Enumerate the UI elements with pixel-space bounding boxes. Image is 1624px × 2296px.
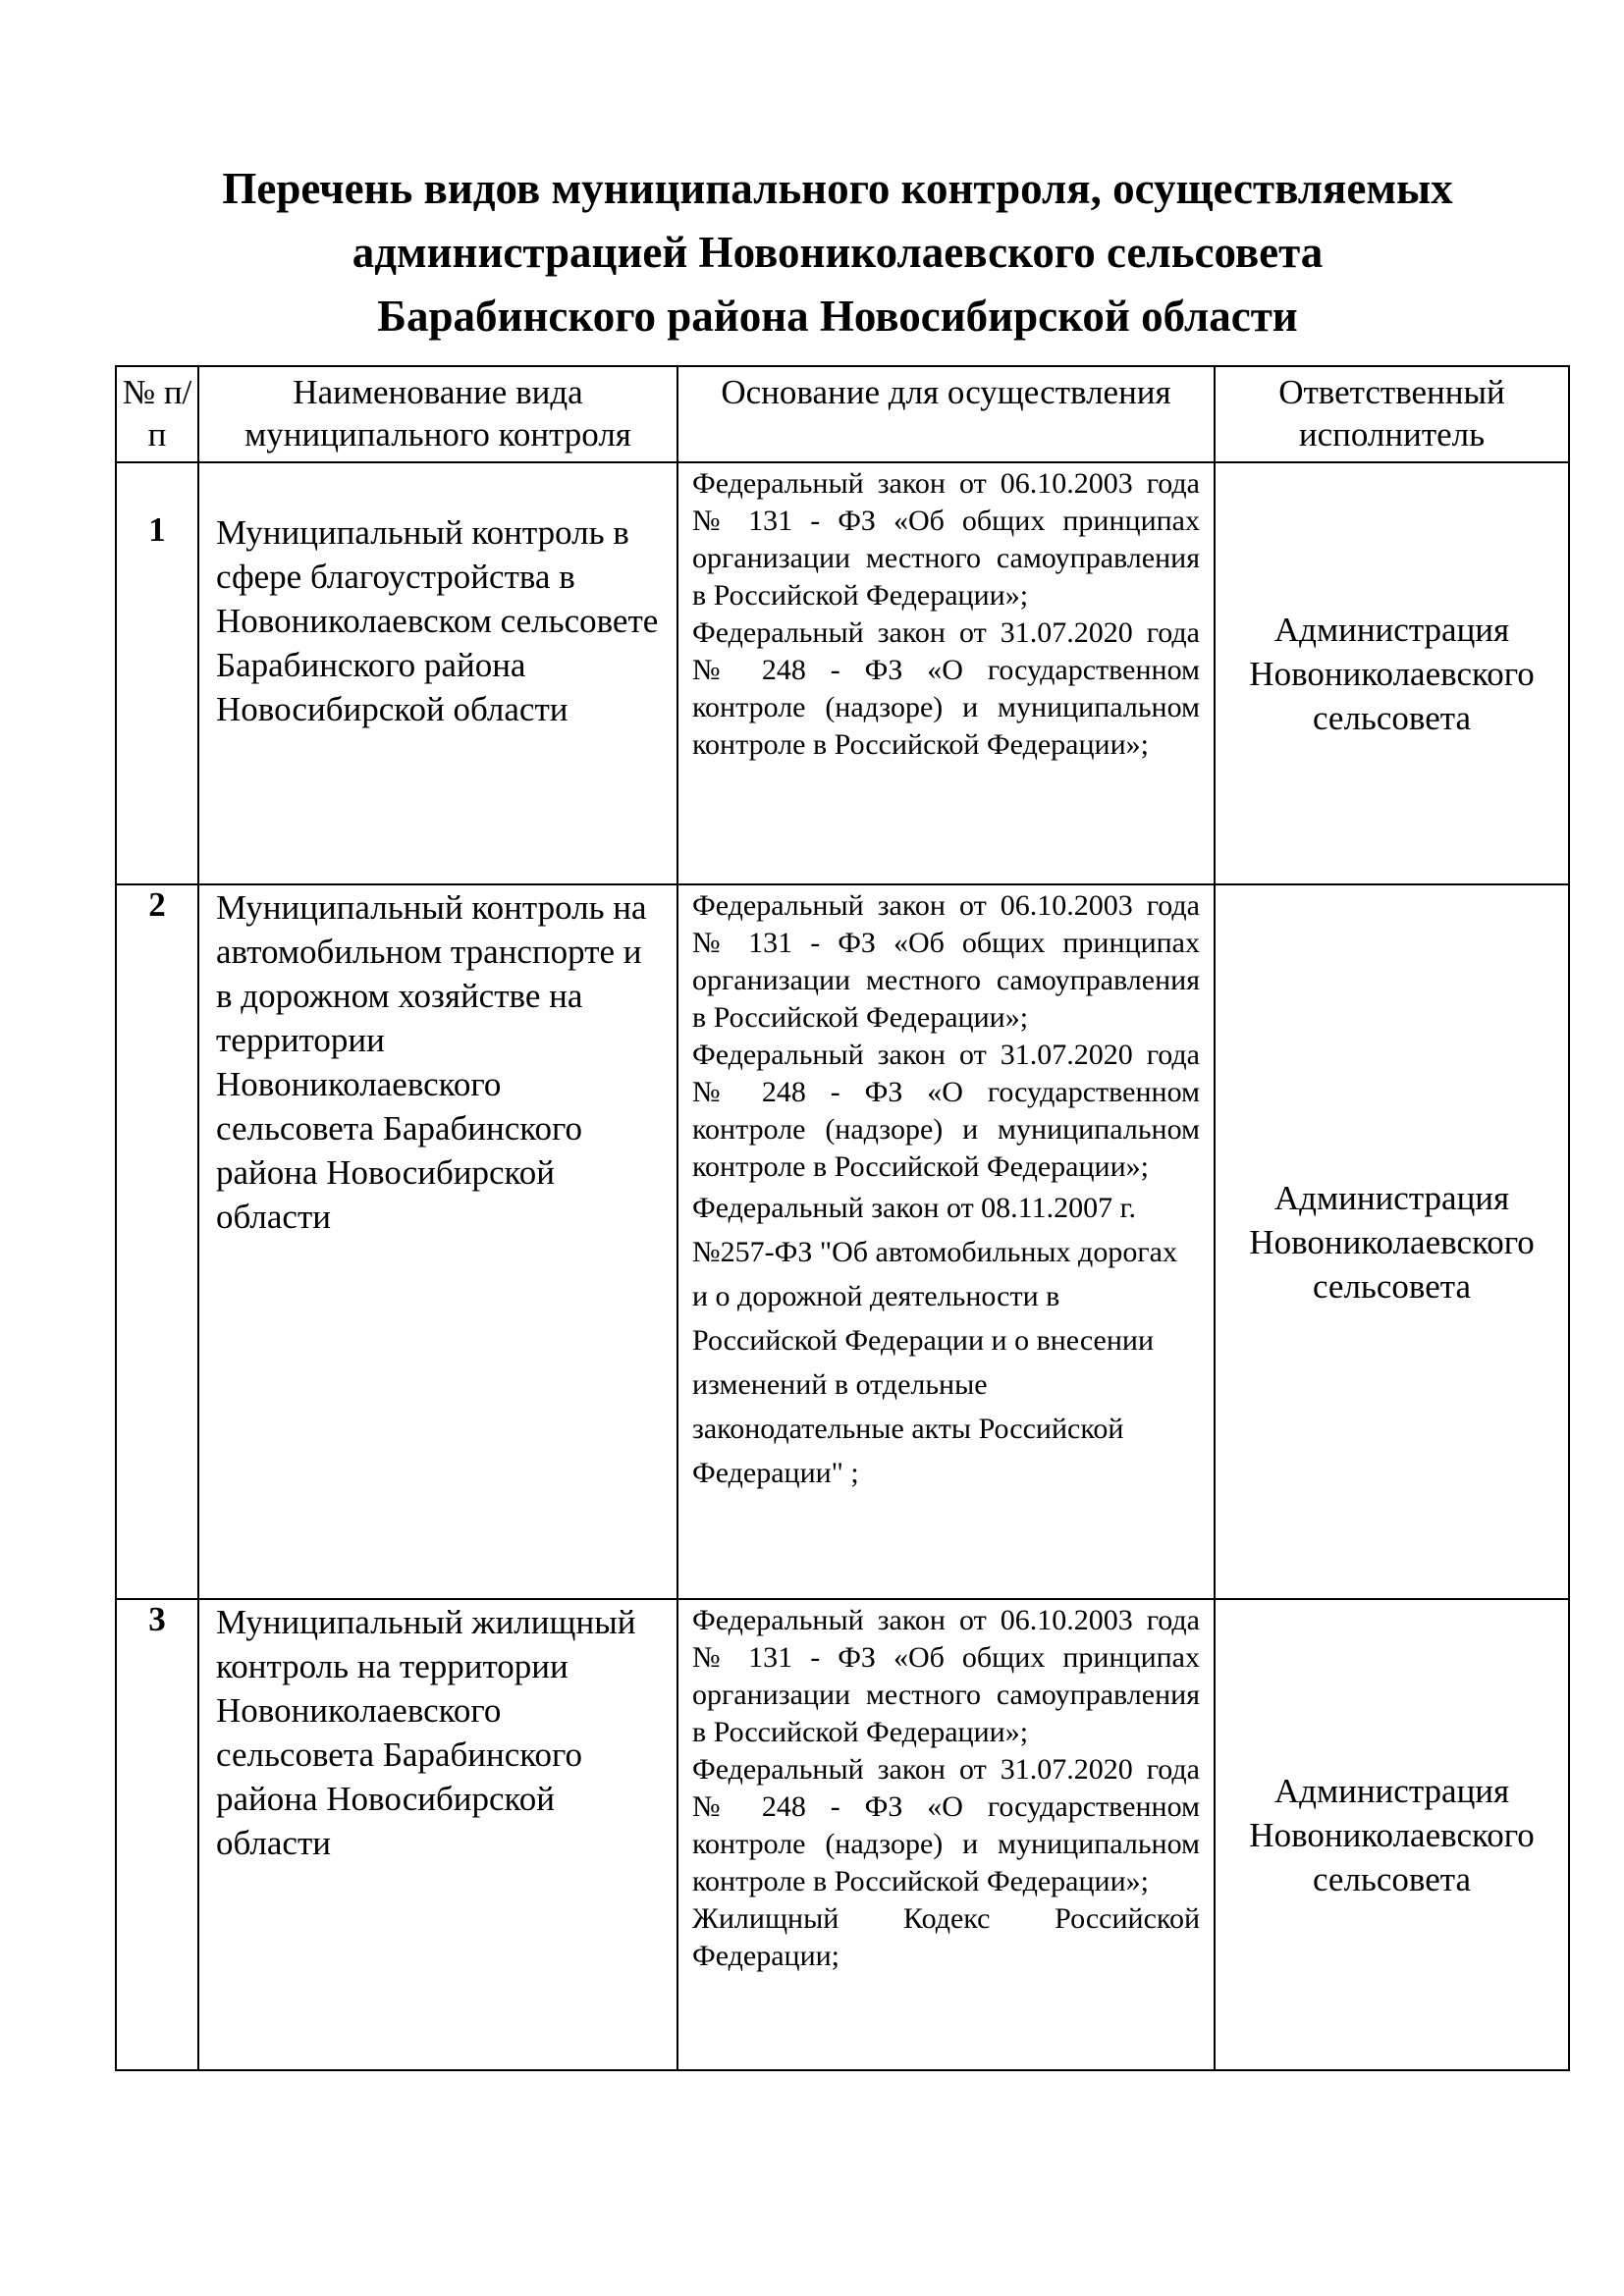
title-line-1: Перечень видов муниципального контроля, осуществляемых xyxy=(222,164,1453,213)
basis-law: Федеральный закон от 06.10.2003 года № 131 - ФЗ «Об общих принципах организации местного самоуправления в Российской Федерации»; xyxy=(692,467,1200,612)
title-line-2: администрацией Новониколаевского сельсовета xyxy=(352,228,1324,277)
responsible-executor: Администрация Новониколаевского сельсовета xyxy=(1215,462,1569,884)
basis-cell xyxy=(677,462,1215,884)
header-responsible: Ответственный исполнитель xyxy=(1215,366,1569,462)
row-number: 3 xyxy=(116,1599,198,2070)
basis-law: Федеральный закон от 31.07.2020 года № 248 - ФЗ «О государственном контроле (надзоре) и муниципальном контроле в Российской Федерации»; xyxy=(692,1039,1200,1183)
page-title xyxy=(116,157,1559,348)
control-types-table-container xyxy=(115,365,1570,2071)
header-basis: Основание для осуществления xyxy=(677,366,1215,462)
responsible-executor: Администрация Новониколаевского сельсовета xyxy=(1215,884,1569,1599)
header-name: Наименование вида муниципального контроля xyxy=(198,366,677,462)
basis-law: Федеральный закон от 31.07.2020 года № 248 - ФЗ «О государственном контроле (надзоре) и муниципальном контроле в Российской Федерации»; xyxy=(692,1753,1200,1897)
basis-law: Федеральный закон от 06.10.2003 года № 131 - ФЗ «Об общих принципах организации местного самоуправления в Российской Федерации»; xyxy=(692,1604,1200,1748)
responsible-executor: Администрация Новониколаевского сельсовета xyxy=(1215,1599,1569,2070)
basis-cell xyxy=(677,884,1215,1599)
row-number: 1 xyxy=(116,462,198,884)
control-name: Муниципальный контроль в сфере благоустройства в Новониколаевском сельсовете Барабинского района Новосибирской области xyxy=(198,462,677,884)
table-row xyxy=(116,1599,1569,2070)
table-header-row xyxy=(116,366,1569,462)
basis-cell xyxy=(677,1599,1215,2070)
basis-law: Федеральный закон от 08.11.2007 г. №257-ФЗ "Об автомобильных дорогах и о дорожной деятельности в Российской Федерации и о внесении изменений в отдельные законодательные акты Российской Федерации" ; xyxy=(692,1192,1177,1489)
basis-law: Жилищный Кодекс Российской Федерации; xyxy=(692,1902,1200,1972)
basis-law: Федеральный закон от 31.07.2020 года № 248 - ФЗ «О государственном контроле (надзоре) и муниципальном контроле в Российской Федерации»; xyxy=(692,616,1200,761)
table-row xyxy=(116,462,1569,884)
control-name: Муниципальный контроль на автомобильном транспорте и в дорожном хозяйстве на территории Новониколаевского сельсовета Барабинского района Новосибирской области xyxy=(198,884,677,1599)
control-name: Муниципальный жилищный контроль на территории Новониколаевского сельсовета Барабинского района Новосибирской области xyxy=(198,1599,677,2070)
table-row xyxy=(116,884,1569,1599)
row-number: 2 xyxy=(116,884,198,1599)
title-line-3: Барабинского района Новосибирской области xyxy=(377,292,1298,341)
basis-law: Федеральный закон от 06.10.2003 года № 131 - ФЗ «Об общих принципах организации местного самоуправления в Российской Федерации»; xyxy=(692,889,1200,1034)
control-types-table xyxy=(115,365,1570,2071)
header-number: № п/п xyxy=(116,366,198,462)
